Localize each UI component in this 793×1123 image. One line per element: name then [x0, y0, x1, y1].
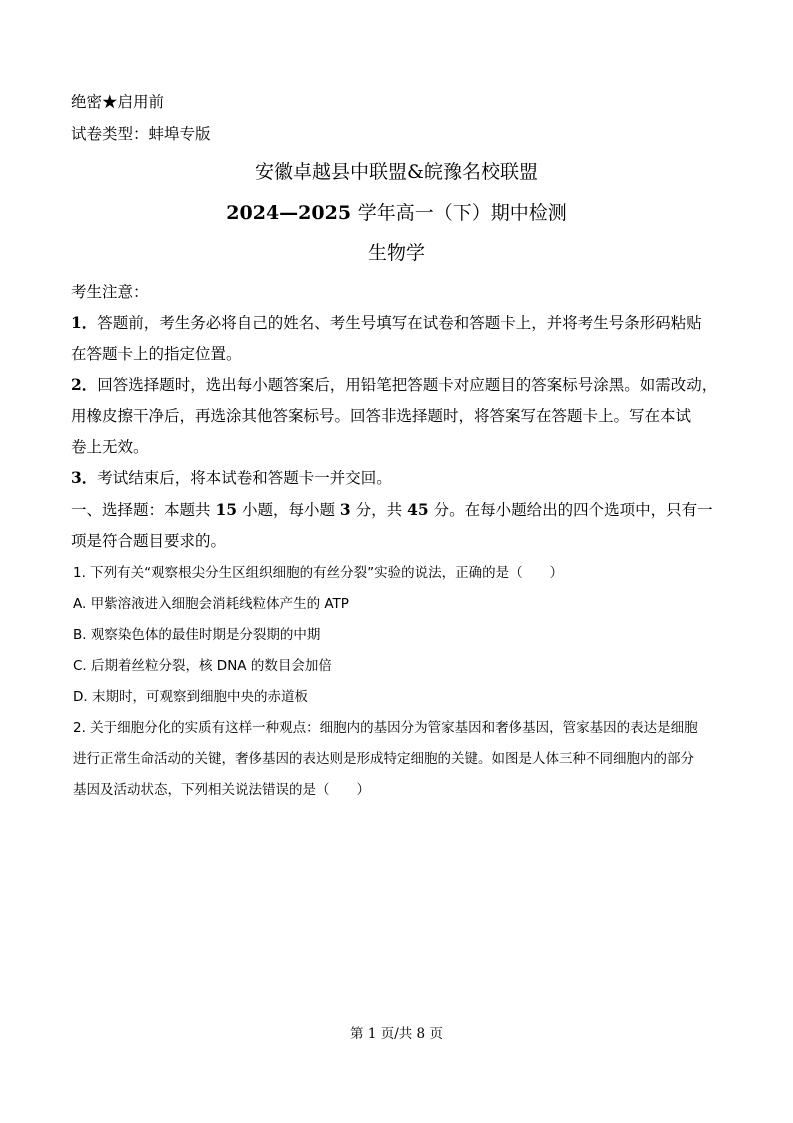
- section-1-text-b: 小题，每小题: [241, 501, 335, 519]
- question-1-option-b: B. 观察染色体的最佳时期是分裂期的中期: [73, 627, 321, 643]
- question-1-stem: 1. 下列有关“观察根尖分生区组织细胞的有丝分裂”实验的说法，正确的是（ ）: [73, 565, 564, 581]
- section-1-text-c: 分，共: [355, 501, 403, 519]
- confidential-label: 绝密★启用前: [71, 93, 165, 111]
- section-1-points-each: 3: [339, 500, 351, 519]
- notice-item-2-number: 2．: [71, 375, 98, 394]
- organization-title: 安徽卓越县中联盟&皖豫名校联盟: [255, 161, 538, 183]
- notice-item-1-line-2: 在答题卡上的指定位置。: [71, 345, 242, 363]
- question-2-line-3: 基因及活动状态，下列相关说法错误的是（ ）: [73, 782, 370, 798]
- section-1-points-total: 45: [407, 500, 429, 519]
- section-1-text-d: 分。在每小题给出的四个选项中，只有一: [433, 501, 713, 519]
- notice-item-3-number: 3．: [71, 468, 98, 487]
- section-1-question-count: 15: [215, 500, 238, 519]
- section-1-heading-line-2: 项是符合题目要求的。: [71, 532, 227, 550]
- section-1-text-a: 一、选择题：本题共: [71, 501, 211, 519]
- exam-type-label: 试卷类型：蚌埠专版: [71, 125, 211, 143]
- question-1-option-a: A. 甲紫溶液进入细胞会消耗线粒体产生的 ATP: [73, 596, 349, 612]
- question-2-line-1: 2. 关于细胞分化的实质有这样一种观点：细胞内的基因分为管家基因和奢侈基因，管家基因的表达是细胞: [73, 720, 698, 736]
- exam-title: [0, 201, 793, 225]
- notice-item-1-line-1: [71, 313, 702, 333]
- notice-item-2-line-2: 用橡皮擦干净后，再选涂其他答案标号。回答非选择题时，将答案写在答题卡上。写在本试: [71, 407, 692, 425]
- notice-item-2-line-1: [71, 375, 717, 395]
- notice-item-2-line-3: 卷上无效。: [71, 438, 149, 456]
- notice-item-2-text: 回答选择题时，选出每小题答案后，用铅笔把答题卡对应题目的答案标号涂黑。如需改动，: [97, 376, 718, 394]
- notice-item-3-line-1: [71, 468, 392, 488]
- question-2-line-2: 进行正常生命活动的关键，奢侈基因的表达则是形成特定细胞的关键。如图是人体三种不同细胞内的部分: [73, 751, 694, 767]
- subject-title: 生物学: [367, 242, 425, 264]
- question-1-option-c: C. 后期着丝粒分裂，核 DNA 的数目会加倍: [73, 658, 332, 674]
- notice-item-3-text: 考试结束后，将本试卷和答题卡一并交回。: [97, 469, 392, 487]
- notice-heading: 考生注意：: [71, 283, 149, 301]
- exam-name: 学年高一（下）期中检测: [357, 202, 567, 224]
- exam-year: 2024—2025: [226, 202, 352, 224]
- notice-item-1-text: 答题前，考生务必将自己的姓名、考生号填写在试卷和答题卡上，并将考生号条形码粘贴: [97, 314, 702, 332]
- section-1-heading: [71, 500, 713, 520]
- question-1-option-d: D. 末期时，可观察到细胞中央的赤道板: [73, 689, 308, 705]
- notice-item-1-number: 1．: [71, 313, 98, 332]
- page-number: 第 1 页/共 8 页: [350, 1026, 443, 1042]
